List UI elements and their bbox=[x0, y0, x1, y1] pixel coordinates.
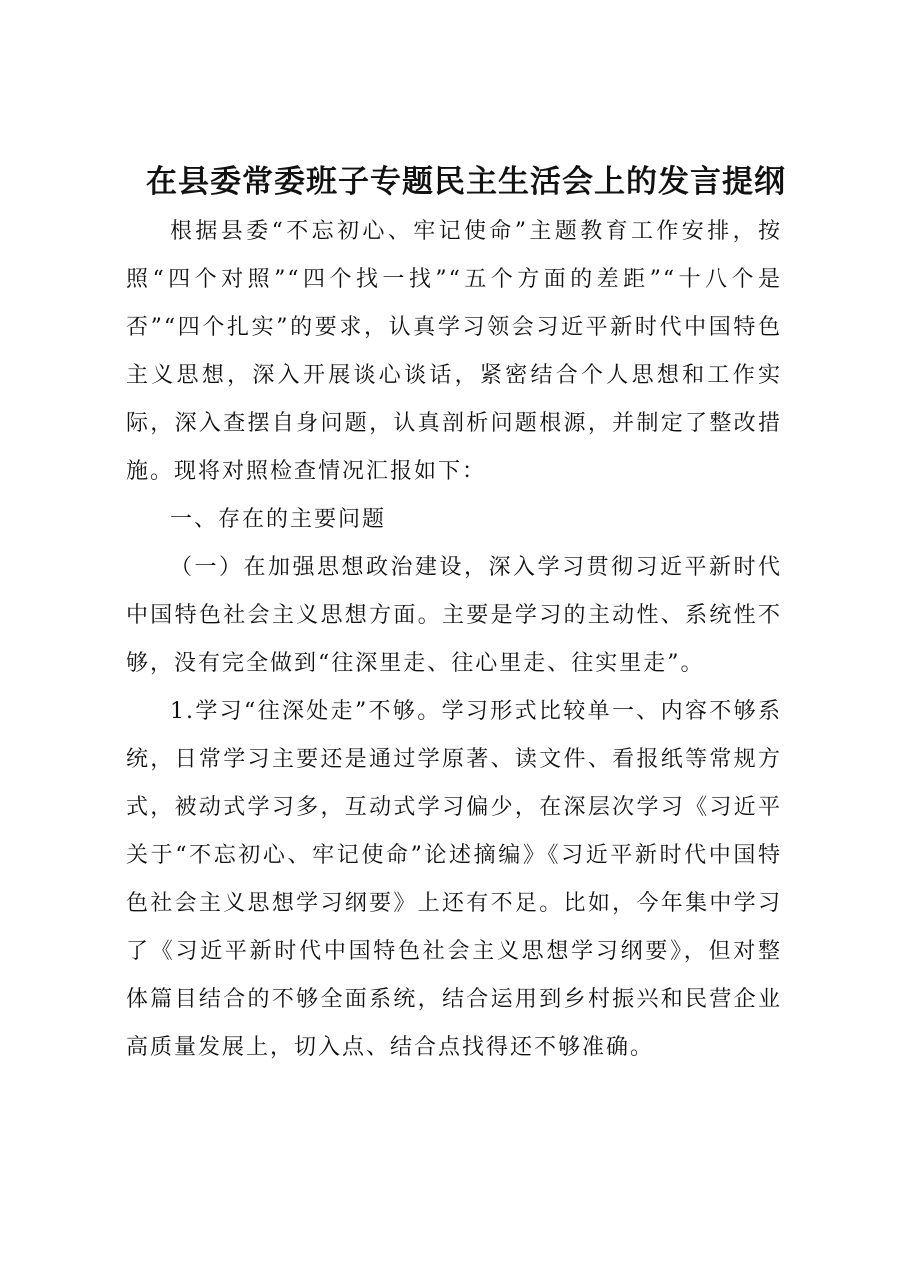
point-paragraph-1: 1.学习“往深处走”不够。学习形式比较单一、内容不够系统，日常学习主要还是通过学原著、读文件、看报纸等常规方式，被动式学习多，互动式学习偏少，在深层次学习《习近平关于“不忘初心、牢记使命”论述摘编》《习近平新时代中国特色社会主义思想学习纲要》上还有不足。比如，今年集中学习了《习近平新时代中国特色社会主义思想学习纲要》，但对整体篇目结合的不够全面系统，结合运用到乡村振兴和民营企业高质量发展上，切入点、结合点找得还不够准确。 bbox=[126, 699, 782, 1060]
section-heading-problems: 一、存在的主要问题 bbox=[170, 507, 387, 532]
document-body bbox=[126, 208, 782, 1072]
document-title: 在县委常委班子专题民主生活会上的发言提纲 bbox=[146, 164, 786, 200]
subsection-paragraph-1: （一）在加强思想政治建设，深入学习贯彻习近平新时代中国特色社会主义思想方面。主要是学习的主动性、系统性不够，没有完全做到“往深里走、往心里走、往实里走”。 bbox=[126, 555, 782, 676]
intro-paragraph: 根据县委“不忘初心、牢记使命”主题教育工作安排，按照“四个对照”“四个找一找”“五个方面的差距”“十八个是否”“四个扎实”的要求，认真学习领会习近平新时代中国特色主义思想，深入开展谈心谈话，紧密结合个人思想和工作实际，深入查摆自身问题，认真剖析问题根源，并制定了整改措施。现将对照检查情况汇报如下： bbox=[126, 219, 782, 484]
